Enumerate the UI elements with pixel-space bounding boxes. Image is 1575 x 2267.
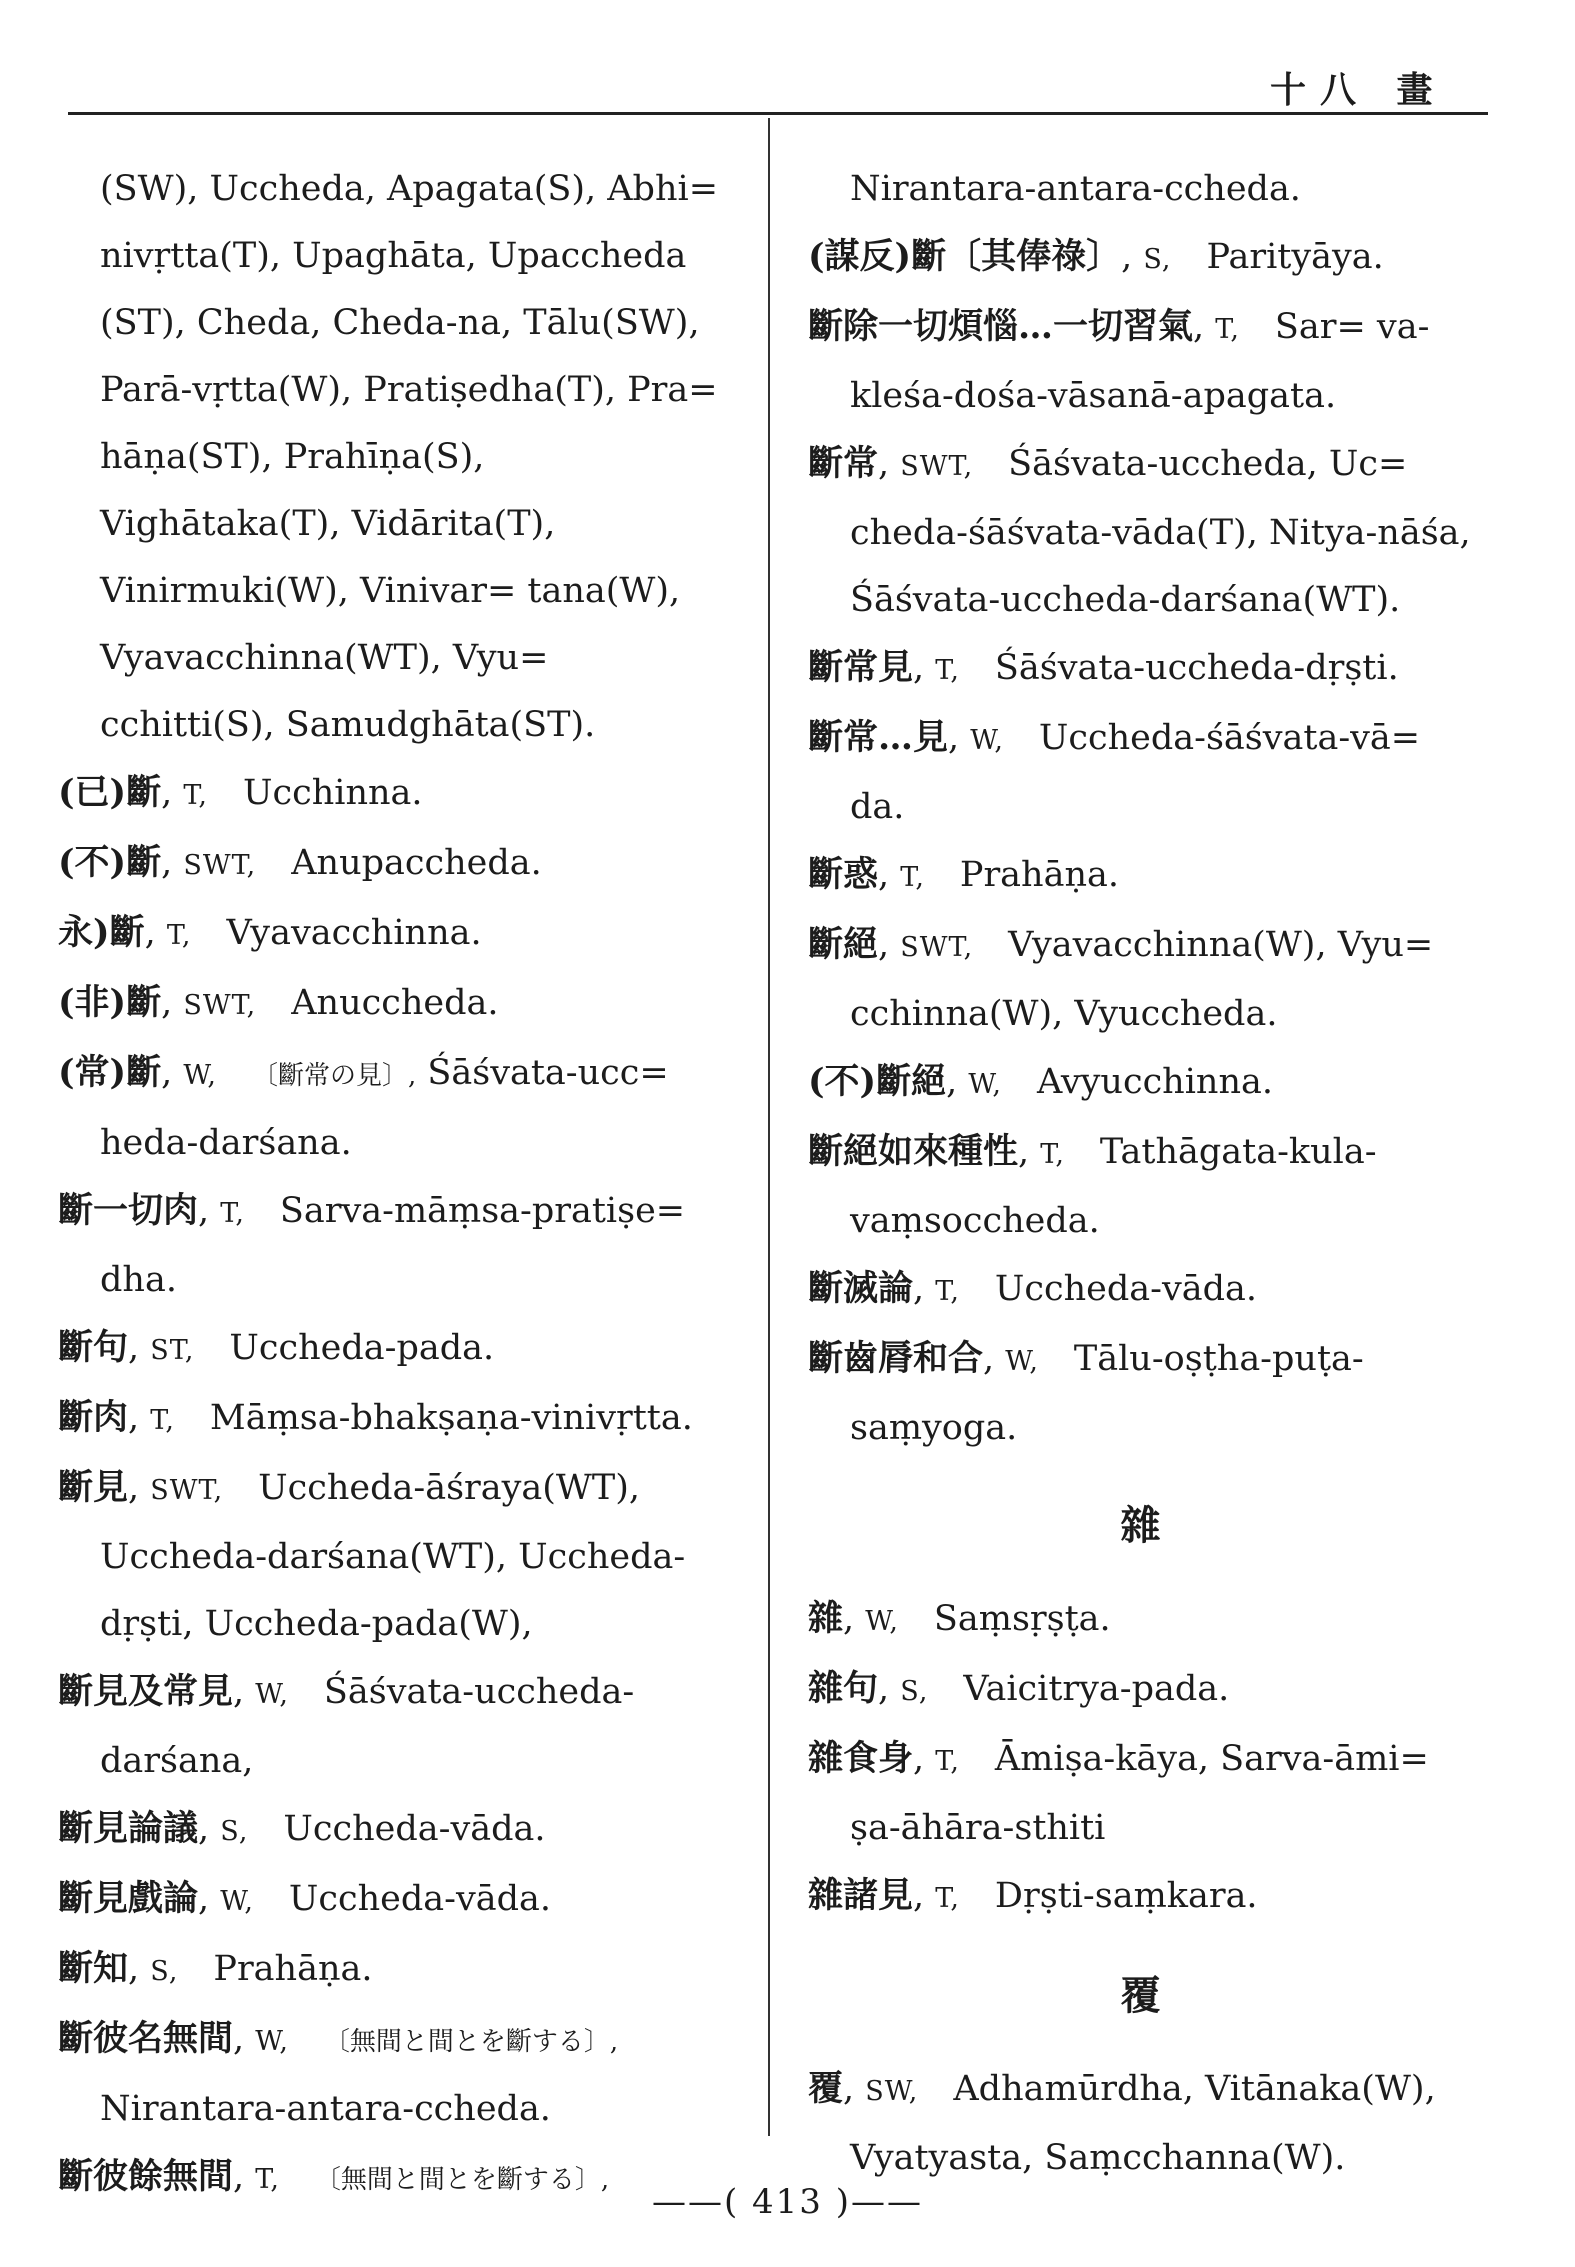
entry-term: 斷絕 xyxy=(808,924,879,965)
column-divider xyxy=(768,118,770,2136)
entry-gloss: 〔斷常の見〕, xyxy=(252,1061,417,1091)
dictionary-entry: (不)斷絕, W, Avyucchinna. xyxy=(808,1061,1273,1102)
entry-term: (常)斷 xyxy=(58,1052,162,1093)
entry-term: 斷肉 xyxy=(58,1397,129,1438)
dictionary-entry: (常)斷, W, 〔斷常の見〕, Śāśvata-ucc= heda-darśana. xyxy=(58,1052,669,1163)
entry-source: W, xyxy=(865,1606,899,1637)
entry-sanskrit: Nirantara-antara-ccheda. xyxy=(100,2089,551,2129)
entry-source: SW, xyxy=(865,2076,919,2107)
entry-sanskrit: Vyavacchinna(W), Vyu= cchinna(W), Vyuccheda. xyxy=(850,925,1434,1034)
entry-term: 永)斷 xyxy=(58,912,145,953)
entry-term: (謀反)斷〔其俸祿〕 xyxy=(808,236,1122,277)
entry-sanskrit: Śāśvata-ucc= heda-darśana. xyxy=(100,1053,669,1163)
dictionary-entry: 斷常…見, W, Uccheda-śāśvata-vā= da. xyxy=(808,717,1421,827)
entry-continuation xyxy=(808,156,1473,223)
entry-sanskrit: Tathāgata-kula- vaṃsoccheda. xyxy=(850,1132,1377,1241)
right-column xyxy=(808,156,1473,2192)
entry-source: W, xyxy=(970,725,1004,756)
dictionary-entry: 斷滅論, T, Uccheda-vāda. xyxy=(808,1268,1257,1309)
entry-source: S, xyxy=(150,1956,179,1987)
entry-continuation xyxy=(58,156,723,759)
entry-term: 雜諸見 xyxy=(808,1875,914,1916)
entry-sanskrit: Śāśvata-uccheda- darśana, xyxy=(100,1672,635,1781)
entry-sanskrit: Dṛṣti-saṃkara. xyxy=(994,1876,1258,1916)
entry-source: S, xyxy=(900,1676,929,1707)
entry-sanskrit: Śāśvata-uccheda-dṛṣti. xyxy=(994,648,1399,688)
entry-source: T, xyxy=(166,920,192,951)
entry-source: T, xyxy=(220,1198,245,1229)
entry-sanskrit: Adhamūrdha, Vitānaka(W), Vyatyasta, Saṃcchanna(W). xyxy=(850,2069,1436,2178)
dictionary-entry: 永)斷, T, Vyavacchinna. xyxy=(58,912,482,953)
entry-term: 斷一切肉 xyxy=(58,1190,199,1231)
dictionary-entry: 斷彼名無間, W, 〔無間と間とを斷する〕, Nirantara-antara-ccheda. xyxy=(58,2018,619,2129)
entry-source: SWT, xyxy=(150,1475,224,1506)
entry-sanskrit: Uccheda-āśraya(WT), Uccheda-darśana(WT), Uccheda-dṛṣti, Uccheda-pada(W), xyxy=(100,1468,686,1644)
entry-source: T, xyxy=(1215,314,1240,345)
entry-term: 斷知 xyxy=(58,1948,129,1989)
dictionary-entry: 雜食身, T, Āmiṣa-kāya, Sarva-āmi= ṣa-āhāra-sthiti xyxy=(808,1738,1429,1848)
entry-source: W, xyxy=(1005,1346,1039,1377)
dictionary-entry: (已)斷, T, Ucchinna. xyxy=(58,772,423,813)
entry-sanskrit: Prahāṇa. xyxy=(213,1949,373,1989)
entry-term: (不)斷絕 xyxy=(808,1061,947,1102)
entry-source: T, xyxy=(1040,1139,1065,1170)
dictionary-entry: 斷彼餘無間, T, 〔無間と間とを斷する〕, xyxy=(58,2156,610,2197)
dictionary-entry: 斷一切肉, T, Sarva-māṃsa-pratiṣe= dha. xyxy=(58,1190,686,1300)
entry-term: 斷彼餘無間 xyxy=(58,2156,234,2197)
entry-source: T, xyxy=(935,1746,960,1777)
dictionary-entry: 斷見戲論, W, Uccheda-vāda. xyxy=(58,1878,551,1919)
entry-source: T, xyxy=(935,1276,960,1307)
entry-term: 斷見戲論 xyxy=(58,1878,199,1919)
entry-source: T, xyxy=(900,862,925,893)
entry-term: 斷句 xyxy=(58,1327,129,1368)
page-number: ——( 413 )—— xyxy=(651,2182,924,2222)
dictionary-entry: 斷絕如來種性, T, Tathāgata-kula- vaṃsoccheda. xyxy=(808,1131,1377,1241)
entry-term: 斷絕如來種性 xyxy=(808,1131,1019,1172)
entry-sanskrit: Uccheda-pada. xyxy=(229,1328,495,1368)
entry-term: 斷惑 xyxy=(808,854,879,895)
entry-sanskrit: Vaicitrya-pada. xyxy=(963,1669,1230,1709)
dictionary-entry: 斷句, ST, Uccheda-pada. xyxy=(58,1327,495,1368)
dictionary-entry: 斷常, SWT, Śāśvata-uccheda, Uc= cheda-śāśvata-vāda(T), Nitya-nāśa, Śāśvata-uccheda-darśana(WT). xyxy=(808,443,1471,620)
entry-sanskrit: Uccheda-vāda. xyxy=(283,1809,546,1849)
entry-source: W, xyxy=(968,1069,1003,1100)
entry-source: T, xyxy=(255,2164,280,2195)
entry-term: 斷滅論 xyxy=(808,1268,914,1309)
entry-term: 斷常…見 xyxy=(808,717,949,758)
dictionary-entry: 覆, SW, Adhamūrdha, Vitānaka(W), Vyatyasta, Saṃcchanna(W). xyxy=(808,2068,1436,2178)
entry-sanskrit: Āmiṣa-kāya, Sarva-āmi= ṣa-āhāra-sthiti xyxy=(850,1739,1429,1848)
entry-source: W, xyxy=(255,1679,289,1710)
dictionary-entry: 斷見, SWT, Uccheda-āśraya(WT), Uccheda-darśana(WT), Uccheda-dṛṣti, Uccheda-pada(W), xyxy=(58,1467,686,1644)
dictionary-entry: 雜, W, Saṃsṛṣṭa. xyxy=(808,1598,1111,1639)
entry-source: S, xyxy=(220,1816,249,1847)
entry-term: 斷見及常見 xyxy=(58,1671,234,1712)
entry-sanskrit: Sarva-māṃsa-pratiṣe= dha. xyxy=(100,1191,686,1300)
entry-term: (不)斷 xyxy=(58,842,162,883)
dictionary-entry: 斷肉, T, Māṃsa-bhakṣaṇa-vinivṛtta. xyxy=(58,1397,693,1438)
entry-sanskrit: Prahāṇa. xyxy=(959,855,1119,895)
entry-term: 斷見 xyxy=(58,1467,129,1508)
left-column xyxy=(58,156,723,2214)
entry-source: SWT, xyxy=(183,850,257,881)
entry-source: W, xyxy=(255,2026,289,2057)
entry-sanskrit: Anuccheda. xyxy=(291,983,499,1023)
dictionary-entry: 斷見及常見, W, Śāśvata-uccheda- darśana, xyxy=(58,1671,635,1781)
entry-term: 斷除一切煩惱…一切習氣 xyxy=(808,306,1194,347)
entry-gloss: 〔無間と間とを斷する〕, xyxy=(323,2027,619,2057)
dictionary-entry: (非)斷, SWT, Anuccheda. xyxy=(58,982,499,1023)
entry-source: T, xyxy=(935,655,960,686)
entry-term: 斷齒脣和合 xyxy=(808,1338,984,1379)
entry-term: 斷常見 xyxy=(808,647,914,688)
dictionary-entry: 斷常見, T, Śāśvata-uccheda-dṛṣti. xyxy=(808,647,1399,688)
entry-source: ST, xyxy=(150,1335,195,1366)
entry-source: W, xyxy=(220,1886,254,1917)
entry-sanskrit: Māṃsa-bhakṣaṇa-vinivṛtta. xyxy=(209,1398,693,1438)
dictionary-entry: 斷見論議, S, Uccheda-vāda. xyxy=(58,1808,546,1849)
entry-source: T, xyxy=(935,1883,960,1914)
entry-term: 斷見論議 xyxy=(58,1808,199,1849)
entry-sanskrit: Ucchinna. xyxy=(243,773,423,813)
entry-source: S, xyxy=(1143,244,1172,275)
entry-source: SWT, xyxy=(183,990,257,1021)
dictionary-entry: 斷惑, T, Prahāṇa. xyxy=(808,854,1119,895)
dictionary-entry: 斷絕, SWT, Vyavacchinna(W), Vyu= cchinna(W), Vyuccheda. xyxy=(808,924,1434,1034)
entry-term: 雜句 xyxy=(808,1668,879,1709)
entry-gloss: 〔無間と間とを斷する〕, xyxy=(314,2165,610,2195)
entry-source: SWT, xyxy=(900,932,974,963)
page-header-label: 十八 畫 xyxy=(1270,69,1447,111)
entry-term: (已)斷 xyxy=(58,772,162,813)
entry-sanskrit: Parityāya. xyxy=(1206,237,1384,277)
entry-sanskrit: Nirantara-antara-ccheda. xyxy=(850,169,1301,209)
entry-sanskrit: Saṃsṛṣṭa. xyxy=(933,1599,1111,1639)
section-heading: 雜 xyxy=(1120,1502,1161,1549)
dictionary-entry: 雜諸見, T, Dṛṣti-saṃkara. xyxy=(808,1875,1258,1916)
entry-source: T, xyxy=(183,780,209,811)
entry-sanskrit: Sar= va-kleśa-dośa-vāsanā-apagata. xyxy=(850,307,1430,416)
entry-term: 斷常 xyxy=(808,443,879,484)
entry-sanskrit: Uccheda-śāśvata-vā= da. xyxy=(850,718,1421,827)
entry-sanskrit: Uccheda-vāda. xyxy=(994,1269,1257,1309)
dictionary-entry: 斷除一切煩惱…一切習氣, T, Sar= va-kleśa-dośa-vāsanā-apagata. xyxy=(808,306,1430,416)
entry-term: 斷彼名無間 xyxy=(58,2018,234,2059)
entry-source: T, xyxy=(150,1405,175,1436)
entry-term: 雜食身 xyxy=(808,1738,914,1779)
dictionary-entry: 斷齒脣和合, W, Tālu-oṣṭha-puṭa- saṃyoga. xyxy=(808,1338,1364,1448)
entry-sanskrit: Anupaccheda. xyxy=(291,843,542,883)
entry-sanskrit: Tālu-oṣṭha-puṭa- saṃyoga. xyxy=(850,1339,1364,1448)
entry-source: SWT, xyxy=(900,451,974,482)
dictionary-entry: 雜句, S, Vaicitrya-pada. xyxy=(808,1668,1230,1709)
entry-sanskrit: Uccheda-vāda. xyxy=(288,1879,551,1919)
entry-source: W, xyxy=(183,1060,218,1091)
entry-sanskrit: Avyucchinna. xyxy=(1037,1062,1273,1102)
entry-term: (非)斷 xyxy=(58,982,162,1023)
dictionary-entry: (不)斷, SWT, Anupaccheda. xyxy=(58,842,542,883)
entry-sanskrit: Vyavacchinna. xyxy=(226,913,482,953)
entry-sanskrit: Śāśvata-uccheda, Uc= cheda-śāśvata-vāda(T), Nitya-nāśa, Śāśvata-uccheda-darśana(WT). xyxy=(850,444,1471,620)
dictionary-entry: (謀反)斷〔其俸祿〕, S, Parityāya. xyxy=(808,236,1384,277)
entry-term: 雜 xyxy=(808,1598,844,1639)
header-rule xyxy=(68,112,1488,115)
dictionary-entry: 斷知, S, Prahāṇa. xyxy=(58,1948,373,1989)
section-heading: 覆 xyxy=(1120,1972,1161,2019)
entry-term: 覆 xyxy=(808,2068,844,2109)
entry-sanskrit: (SW), Uccheda, Apagata(S), Abhi= nivṛtta(T), Upaghāta, Upaccheda (ST), Cheda, Cheda-na, Tālu(SW), Parā-vṛtta(W), Pratiṣedha(T), Pra= hāṇa(ST), Prahīṇa(S), Vighātaka(T), Vidārita(T), Vinirmuki(W), Vinivar= tana(W), Vyavacchinna(WT), Vyu= cchitti(S), Samudghāta(ST). xyxy=(100,169,719,745)
